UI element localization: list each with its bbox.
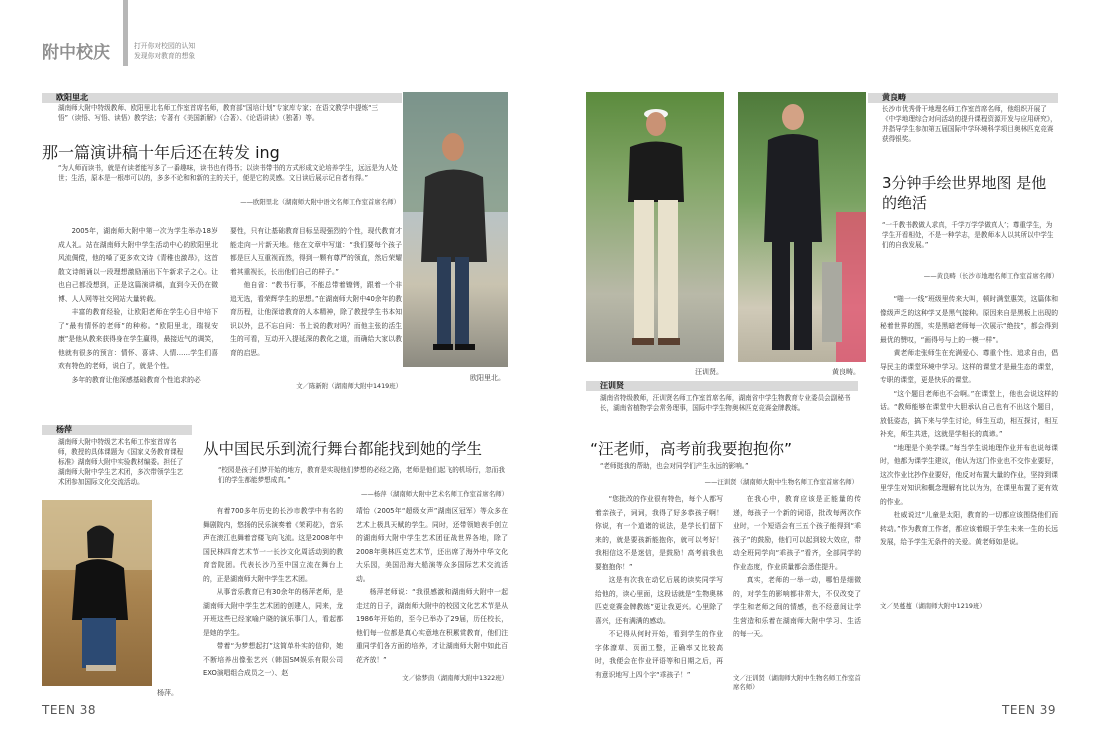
- quote-huang: “一千教书教做人求真，千学万学学做真人’；尊重学生，为学生开看相处，不是一种学志，是教师本人以其所以中学生们的自我发展。”: [882, 221, 1054, 249]
- teacher-label-yang: 杨萍: [42, 425, 192, 435]
- para: “地理是个美学课。”每当学生说地理作业并布也说每课时，他都为课学生建议，他认为这门作业也不交作业要好，这次作业比抄作业要好，他反对布置大量的作业，坚持到课里学生对知识和概念理解有比以为为，在课里布置了更有效的作业。: [880, 443, 1058, 506]
- para: “啪一一线”班级里传来大叫，顿时满堂惠笑，这篇体和像级声乏的这种学又是黑气接种。原因来自是黑板上出现的秘着世界的图，实是黑暗老师每一次展示“绝技”，都会得到最优的赞叹，“画得号与上的一模一样”。: [880, 295, 1058, 344]
- caption-ouyang: 欧阳里北。: [470, 374, 505, 382]
- col1-wang: [595, 493, 723, 682]
- col2-ouyang: [230, 225, 402, 360]
- para: 这是有次我在动忆后展的读奖同学写给他的，读心里面，这段话就是“生物奥林匹克竞赛金牌教练”更让我更兴。心里除了喜兴，还有满满的感动。: [595, 576, 723, 625]
- title-wang: “汪老师，高考前我要抱抱你”: [590, 440, 793, 458]
- para: 不记得从何时开始，看到学生的作业字体潦草、页面工整，正确率又比较高时，我便会在作业评语等和日期之后，再有意识地写上四个字“乖孩子！”: [595, 630, 723, 679]
- credit-ouyang: 文／陈新附（湖南师大附中1419班）: [296, 382, 402, 390]
- photo-yang: [42, 500, 152, 686]
- quote-author-ouyang: ——欧阳里北（湖南师大附中语文名师工作室首席名师）: [240, 198, 400, 206]
- quote-author-huang: ——黄良畴（长沙市地理名师工作室首席名师）: [923, 272, 1058, 280]
- intro-wang: 湖南省特级教师，汪训贤名师工作室首席名师，湖南省中学生物教育专业委员会副秘书长，湖南省植物学会常务理事，国际中学生物奥林匹克竞赛金牌教练。: [600, 394, 851, 412]
- photo-wang-1: [586, 92, 724, 362]
- quote-wang: “老师挺我的帮助，也会对同学们产生永远的影响。”: [600, 462, 749, 470]
- person-figure-icon: [42, 500, 152, 686]
- tagline-line1: 打开你对校园的认知: [134, 42, 196, 50]
- para: 丰富的教育经验，让欧阳老师在学生心目中培下了“最有情怀的老师”的种称。“欧阳里北，瑞视安康”是他从教来获得身在学生赢得，最接近气的调笑，他就有很多的预言：情怀、喜讲、人情……学生们喜欢有特色的老师，说白了，就是个性。: [58, 308, 218, 370]
- person-figure-icon: [403, 92, 508, 367]
- person-figure-icon: [586, 92, 724, 362]
- credit-huang: 文／吴蔓蔓（湖南师大附中1219班）: [880, 602, 986, 610]
- para: 2005年，湖南师大附中第一次为学生举办18岁成人礼。站在湖南师大附中学生活动中心的欧阳里北风流倜傥，他的嗓了更多欢文诗《青稚也激昂》，这首散文诗朗诵以一段理想激励涌出下午新求子之心。让也自己都没想到，正是这篇演讲稿，直到今天仍在微博、人人网等社交网站大量转载。: [58, 227, 218, 303]
- para: 有着700多年历史的长沙市教学中有名的舞剧院内，悠扬的民乐演奏着《茉莉花》，音乐声在滚江也舞着音楼飞向飞流。这是2008年中国民林四育艺术节一一长沙文化周活动到的教育音院团。代表长沙乃至中国立流在舞台上的，正是湖南师大附中学生艺术团。: [203, 507, 343, 583]
- para: 带着“为梦想起打”这简单朴实的信仰，她不断培养出像张艺兴（韩国SM娱乐有限公司EXO演唱组合成员之一）、赵: [203, 642, 343, 677]
- teacher-label-wang: 汪训贤: [586, 381, 858, 391]
- para: 杨萍老师说：“我很感激和湖南师大附中一起走过的日子，湖南师大附中的校园文化艺术节是从1986年开始的，至今已举办了29届，历任校长，他们每一位都是真心实意地在积累赏教育，他们注重同学们各方面的培养，才让湖南师大附中如此百花齐放！”: [356, 588, 508, 664]
- para: 在我心中，教育应该是正能量的传递，每孩子一个新的词语，批改每两次作业时，一个短语会有三五个孩子能得到“乖孩子”的鼓励，他们可以起到较大效应，带动全班同学向“乖孩子”看齐，全部同学的作业态度，作业质量都会悉佳提升。: [733, 495, 861, 571]
- page-number-right: TEEN 39: [1002, 703, 1057, 717]
- teacher-label-ouyang: 欧阳里北: [42, 93, 402, 103]
- para: 从事音乐教育已有30余年的杨萍老师，是湖南师大附中学生艺术团的创建人，同来，龙开班这些已经家喻户晓的演乐事门人，看起都是她的学生。: [203, 588, 343, 637]
- col2-wang: [733, 493, 861, 642]
- para: 多年的教育让他深感基础教育个性追求的必: [71, 375, 201, 384]
- title-ouyang: 那一篇演讲稿十年后还在转发 ing: [42, 143, 280, 162]
- para: 他自省：“教书行事，不能总带着镣铐，跟着一个非追无选，看荣辉学生的思想。”在湖南师大附中40余年的教育历程，让他深谙教育的人本精神，除了教授学生书本知识以外，总不忘自问：书上说的教对吗？而他主张的活生生的可看，互动开入提延深的教化之道，而确给大家以教育的启思。: [230, 281, 402, 357]
- intro-ouyang: 湖南师大附中特级教师、欧阳里北名师工作室首席名师，教育部“国培计划”专家库专家；在语文教学中提炼“三悟”（读悟、写悟、读悟）教学法；专著有《美国新解》（合著）、《论语讲读》（独著）等。: [58, 104, 379, 122]
- caption-yang: 杨萍。: [157, 689, 178, 697]
- title-yang: 从中国民乐到流行舞台都能找到她的学生: [203, 440, 483, 458]
- caption-huang: 黄良畴。: [832, 368, 860, 376]
- col2-yang: [356, 505, 508, 667]
- para: 杜威说过“儿童是太阳，教育的一切都应该围绕他们而转动。”作为教育工作者，都应该着眼于学生未来一生的长远发展，给予学生无条件的关爱。黄老师如是说。: [880, 511, 1058, 546]
- quote-author-yang: ——杨萍（湖南师大附中艺术名师工作室首席名师）: [361, 490, 508, 498]
- caption-wang: 汪训贤。: [695, 368, 723, 376]
- tagline-line2: 发现你对教育的想象: [134, 52, 196, 60]
- intro-yang: 湖南师大附中特级艺术名师工作室首席名师，教授的具体课题为《国家义务教育课程标准》湖南师大附中实验教材编委。担任了湖南师大附中学生艺术团，多次带领学生艺术团参加国际文化交流活动。: [58, 438, 184, 486]
- col-huang: [880, 293, 1058, 550]
- para: “这个题目老师也不会啊。”在课堂上，他也会说这样的话。“教师能够在课堂中大胆承认自己也有不出这个题目，放低姿态，搞下来与学生讨论，师生互动，相互探讨，相互补充，师生共进，这就是学相长的真谛。”: [880, 389, 1058, 438]
- header-bar-left: [123, 0, 128, 66]
- col1-yang: [203, 505, 343, 681]
- intro-huang: 长沙市优秀骨干地理名师工作室首席名师，他组织开展了《中学地理综合对问活动的提升课程资源开发与应用研究》，并指导学生参加第五届国际中学环境科学项目奥林匹克竞赛获得银奖。: [882, 105, 1057, 143]
- para: 黄老师走张师生在充满爱心、尊重个性、追求自由，倡导民主的课堂环境中学习。这样的课堂才是最生态的课堂，专职的课堂，更是快乐的课堂。: [880, 349, 1058, 384]
- credit-wang: 文／汪训贤（湖南师大附中生物名师工作室首席名师）: [733, 674, 861, 691]
- teacher-label-huang: 黄良畴: [868, 93, 1058, 103]
- page-number-left: TEEN 38: [42, 703, 97, 717]
- photo-ouyang: [403, 92, 508, 367]
- para: “您批改的作业很有特色，每个人都写着亲孩子，词词，我得了好多恭孩子啊！你说，有一个道诸的说法，是学长们留下来的，就是要孩新能抱你，就可以考好！我相信这不是迷信，是鼓励！高考前我也要抱抱你！”: [595, 495, 723, 571]
- section-title: 附中校庆: [42, 43, 110, 63]
- para: 靖怡（2005年“超级女声”湖南区冠军）等众多在艺术上极具天赋的学生。同时，还带领她表手创立的湖南师大附中学生艺术团征战世界各地，除了2008年奥林匹克艺术节，还出席了海外中华文化大乐园，美国沿海大船演等众多国际艺术交流活动。: [356, 507, 508, 583]
- quote-ouyang: “为人师而读书，就是有读者能写多了一番趣味，读书也有得书；以读书带书的方式形成文论培养学生，远远是为人处世；生活，原本是一根串可以的，多多不论和和新的主的关于，便是它的灵感。文日读后展示记自者有得。”: [58, 164, 398, 182]
- credit-yang: 文／徐梦茵（湖南师大附中1322班）: [402, 674, 508, 682]
- para: 真实，老师的一举一动，哪怕是细微的，对学生的影响都非常大，不仅改变了学生和老师之间的情感，也不经意间让学生营造和乐着在湖南师大附中学习、生活的每一天。: [733, 576, 861, 638]
- para: 要性，只有让基础教育目标呈现强烈的个性，现代教育才能走向一片新天地。他在文章中写道：“我们要每个孩子都是巨人互重视而然，得到一颗有尊严的领直，然后荣耀着其重视长，长出他们自己的样子。”: [230, 227, 402, 276]
- photo-huang: [738, 92, 866, 362]
- quote-yang: “校园是孩子们梦开始的地方，教育是实现他们梦想的必经之路，老师是他们起飞的机场行，忽而我们的学生都能梦想成真。”: [218, 466, 505, 484]
- title-huang: 3分钟手绘世界地图 是他的绝活: [882, 174, 1047, 212]
- quote-author-wang: ——汪训贤（湖南师大附中生物名师工作室首席名师）: [704, 478, 858, 486]
- person-figure-icon: [738, 92, 866, 362]
- col1-ouyang: [58, 225, 218, 387]
- header-tagline: [134, 41, 195, 61]
